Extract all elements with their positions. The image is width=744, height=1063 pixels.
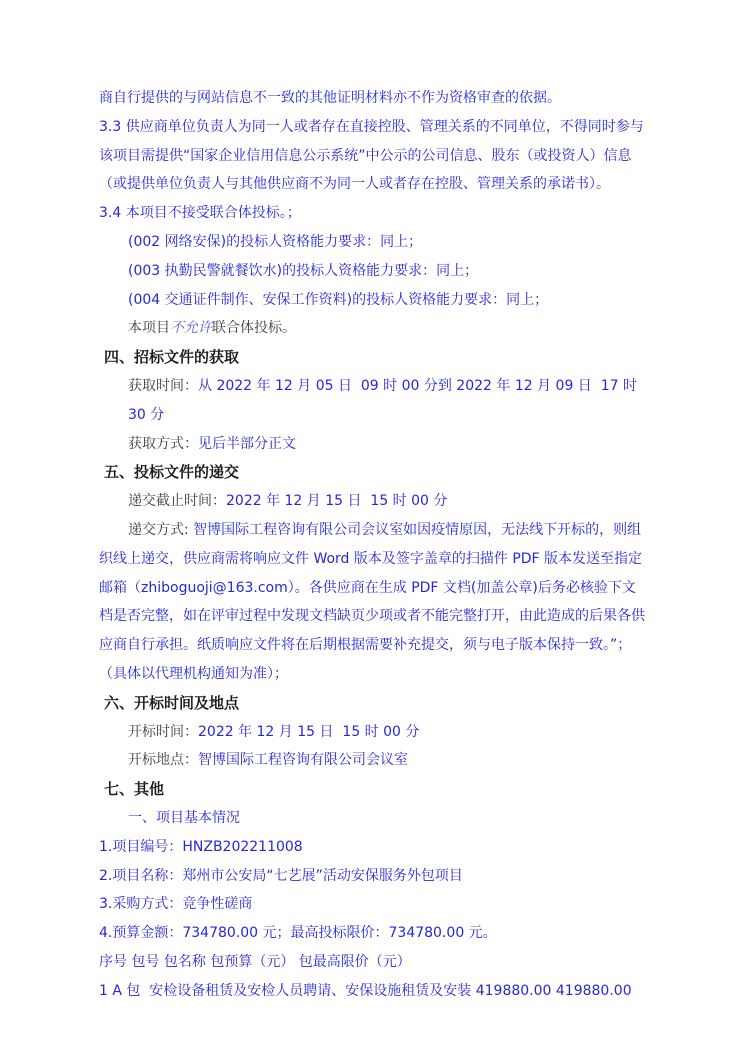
line-lot-table-row — [99, 977, 648, 1006]
heading-section-4 — [99, 343, 648, 372]
line-no-consortium-segment-0: 本项目 — [128, 320, 170, 337]
para-3-3-segment-0: 3.3 供应商单位负责人为同一人或者存在直接控股、管理关系的不同单位，不得同时参与该项目需提供“国家企业信用信息公示系统”中公示的公司信息、股东（或投资人）信息（或提供单位负责人与其他供应商不为同一人或者存在控股、管理关系的承诺书）。 — [99, 118, 644, 193]
line-budget — [99, 919, 648, 948]
line-no-consortium-segment-1: 不允许 — [170, 320, 212, 337]
para-submission-method — [99, 516, 648, 689]
line-lot-table-header-segment-0: 序号 包号 包名称 包预算（元） 包最高限价（元） — [99, 953, 411, 970]
para-eligibility-note-segment-0: 商自行提供的与网站信息不一致的其他证明材料亦不作为资格审查的依据。 — [99, 90, 561, 106]
line-opening-time — [99, 718, 648, 747]
line-opening-time-segment-1: 2022 年 12 月 15 日 15 时 00 分 — [198, 723, 420, 740]
line-project-name-segment-0: 2.项目名称：郑州市公安局“七艺展”活动安保服务外包项目 — [99, 867, 463, 884]
para-submission-method-segment-1: 智博国际工程咨询有限公司会议室如因疫情原因，无法线下开标的，则组织线上递交，供应商需将响应文件 Word 版本及签字盖章的扫描件 PDF 版本发送至指定邮箱（zhiboguoji@163.com）。各供应商在生成 PDF 文档(加盖公章)后务必核验下文档是否完整，如在评审过程中发现文档缺页少项或者不能完整打开，由此造成的后果各供应商自行承担。纸质响应文件将在后期根据需要补充提交，须与电子版本保持一致。”；（具体以代理机构通知为准）； — [99, 521, 645, 682]
heading-section-7 — [99, 775, 648, 804]
line-project-name — [99, 862, 648, 891]
para-eligibility-note — [99, 84, 648, 113]
line-obtain-time-segment-1: 从 2022 年 12 月 05 日 09 时 00 分到 2022 年 12 月 09 日 17 时 30 分 — [128, 377, 642, 423]
line-obtain-method-segment-0: 获取方式： — [128, 435, 198, 452]
line-submission-deadline-segment-1: 2022 年 12 月 15 日 15 时 00 分 — [226, 493, 448, 510]
line-opening-place — [99, 746, 648, 775]
para-3-3 — [99, 113, 648, 199]
line-lot-002 — [99, 228, 648, 257]
line-no-consortium-segment-2: 联合体投标。 — [212, 320, 296, 337]
line-obtain-time-segment-0: 获取时间： — [128, 377, 198, 394]
line-project-number-segment-0: 1.项目编号：HNZB202211008 — [99, 838, 303, 855]
line-no-consortium — [99, 314, 648, 343]
line-lot-002-segment-0: (002 网络安保)的投标人资格能力要求：同上； — [128, 233, 423, 250]
line-opening-time-segment-0: 开标时间： — [128, 723, 198, 740]
para-3-4 — [99, 199, 648, 228]
line-project-number — [99, 833, 648, 862]
heading-section-6-segment-0: 六、开标时间及地点 — [104, 693, 240, 712]
heading-section-6 — [99, 689, 648, 718]
line-obtain-method-segment-1: 见后半部分正文 — [198, 435, 296, 452]
line-obtain-method — [99, 430, 648, 459]
heading-section-5-segment-0: 五、投标文件的递交 — [104, 463, 240, 482]
line-opening-place-segment-0: 开标地点： — [128, 752, 198, 769]
heading-section-7-segment-0: 七、其他 — [104, 780, 165, 799]
line-submission-deadline-segment-0: 递交截止时间： — [128, 493, 226, 510]
line-lot-003-segment-0: (003 执勤民警就餐饮水)的投标人资格能力要求：同上； — [128, 262, 479, 279]
line-submission-deadline — [99, 487, 648, 516]
heading-section-5 — [99, 458, 648, 487]
line-lot-table-row-segment-0: 1 A 包 安检设备租赁及安检人员聘请、安保设施租赁及安装 419880.00 419880.00 — [99, 982, 632, 999]
para-3-4-segment-0: 3.4 本项目不接受联合体投标。； — [99, 205, 301, 222]
line-lot-004 — [99, 286, 648, 315]
line-obtain-time — [99, 372, 648, 430]
line-opening-place-segment-1: 智博国际工程咨询有限公司会议室 — [198, 752, 408, 769]
heading-section-4-segment-0: 四、招标文件的获取 — [104, 348, 240, 367]
line-lot-003 — [99, 257, 648, 286]
line-lot-table-header — [99, 948, 648, 977]
line-procurement-method — [99, 890, 648, 919]
line-project-basic-info-segment-0: 一、项目基本情况 — [128, 809, 240, 826]
line-procurement-method-segment-0: 3.采购方式：竞争性磋商 — [99, 896, 253, 913]
line-project-basic-info — [99, 804, 648, 833]
document-content — [99, 84, 648, 1006]
para-submission-method-segment-0: 递交方式: — [128, 521, 194, 538]
line-budget-segment-0: 4.预算金额：734780.00 元；最高投标限价：734780.00 元。 — [99, 925, 497, 942]
line-lot-004-segment-0: (004 交通证件制作、安保工作资料)的投标人资格能力要求：同上； — [128, 291, 549, 308]
